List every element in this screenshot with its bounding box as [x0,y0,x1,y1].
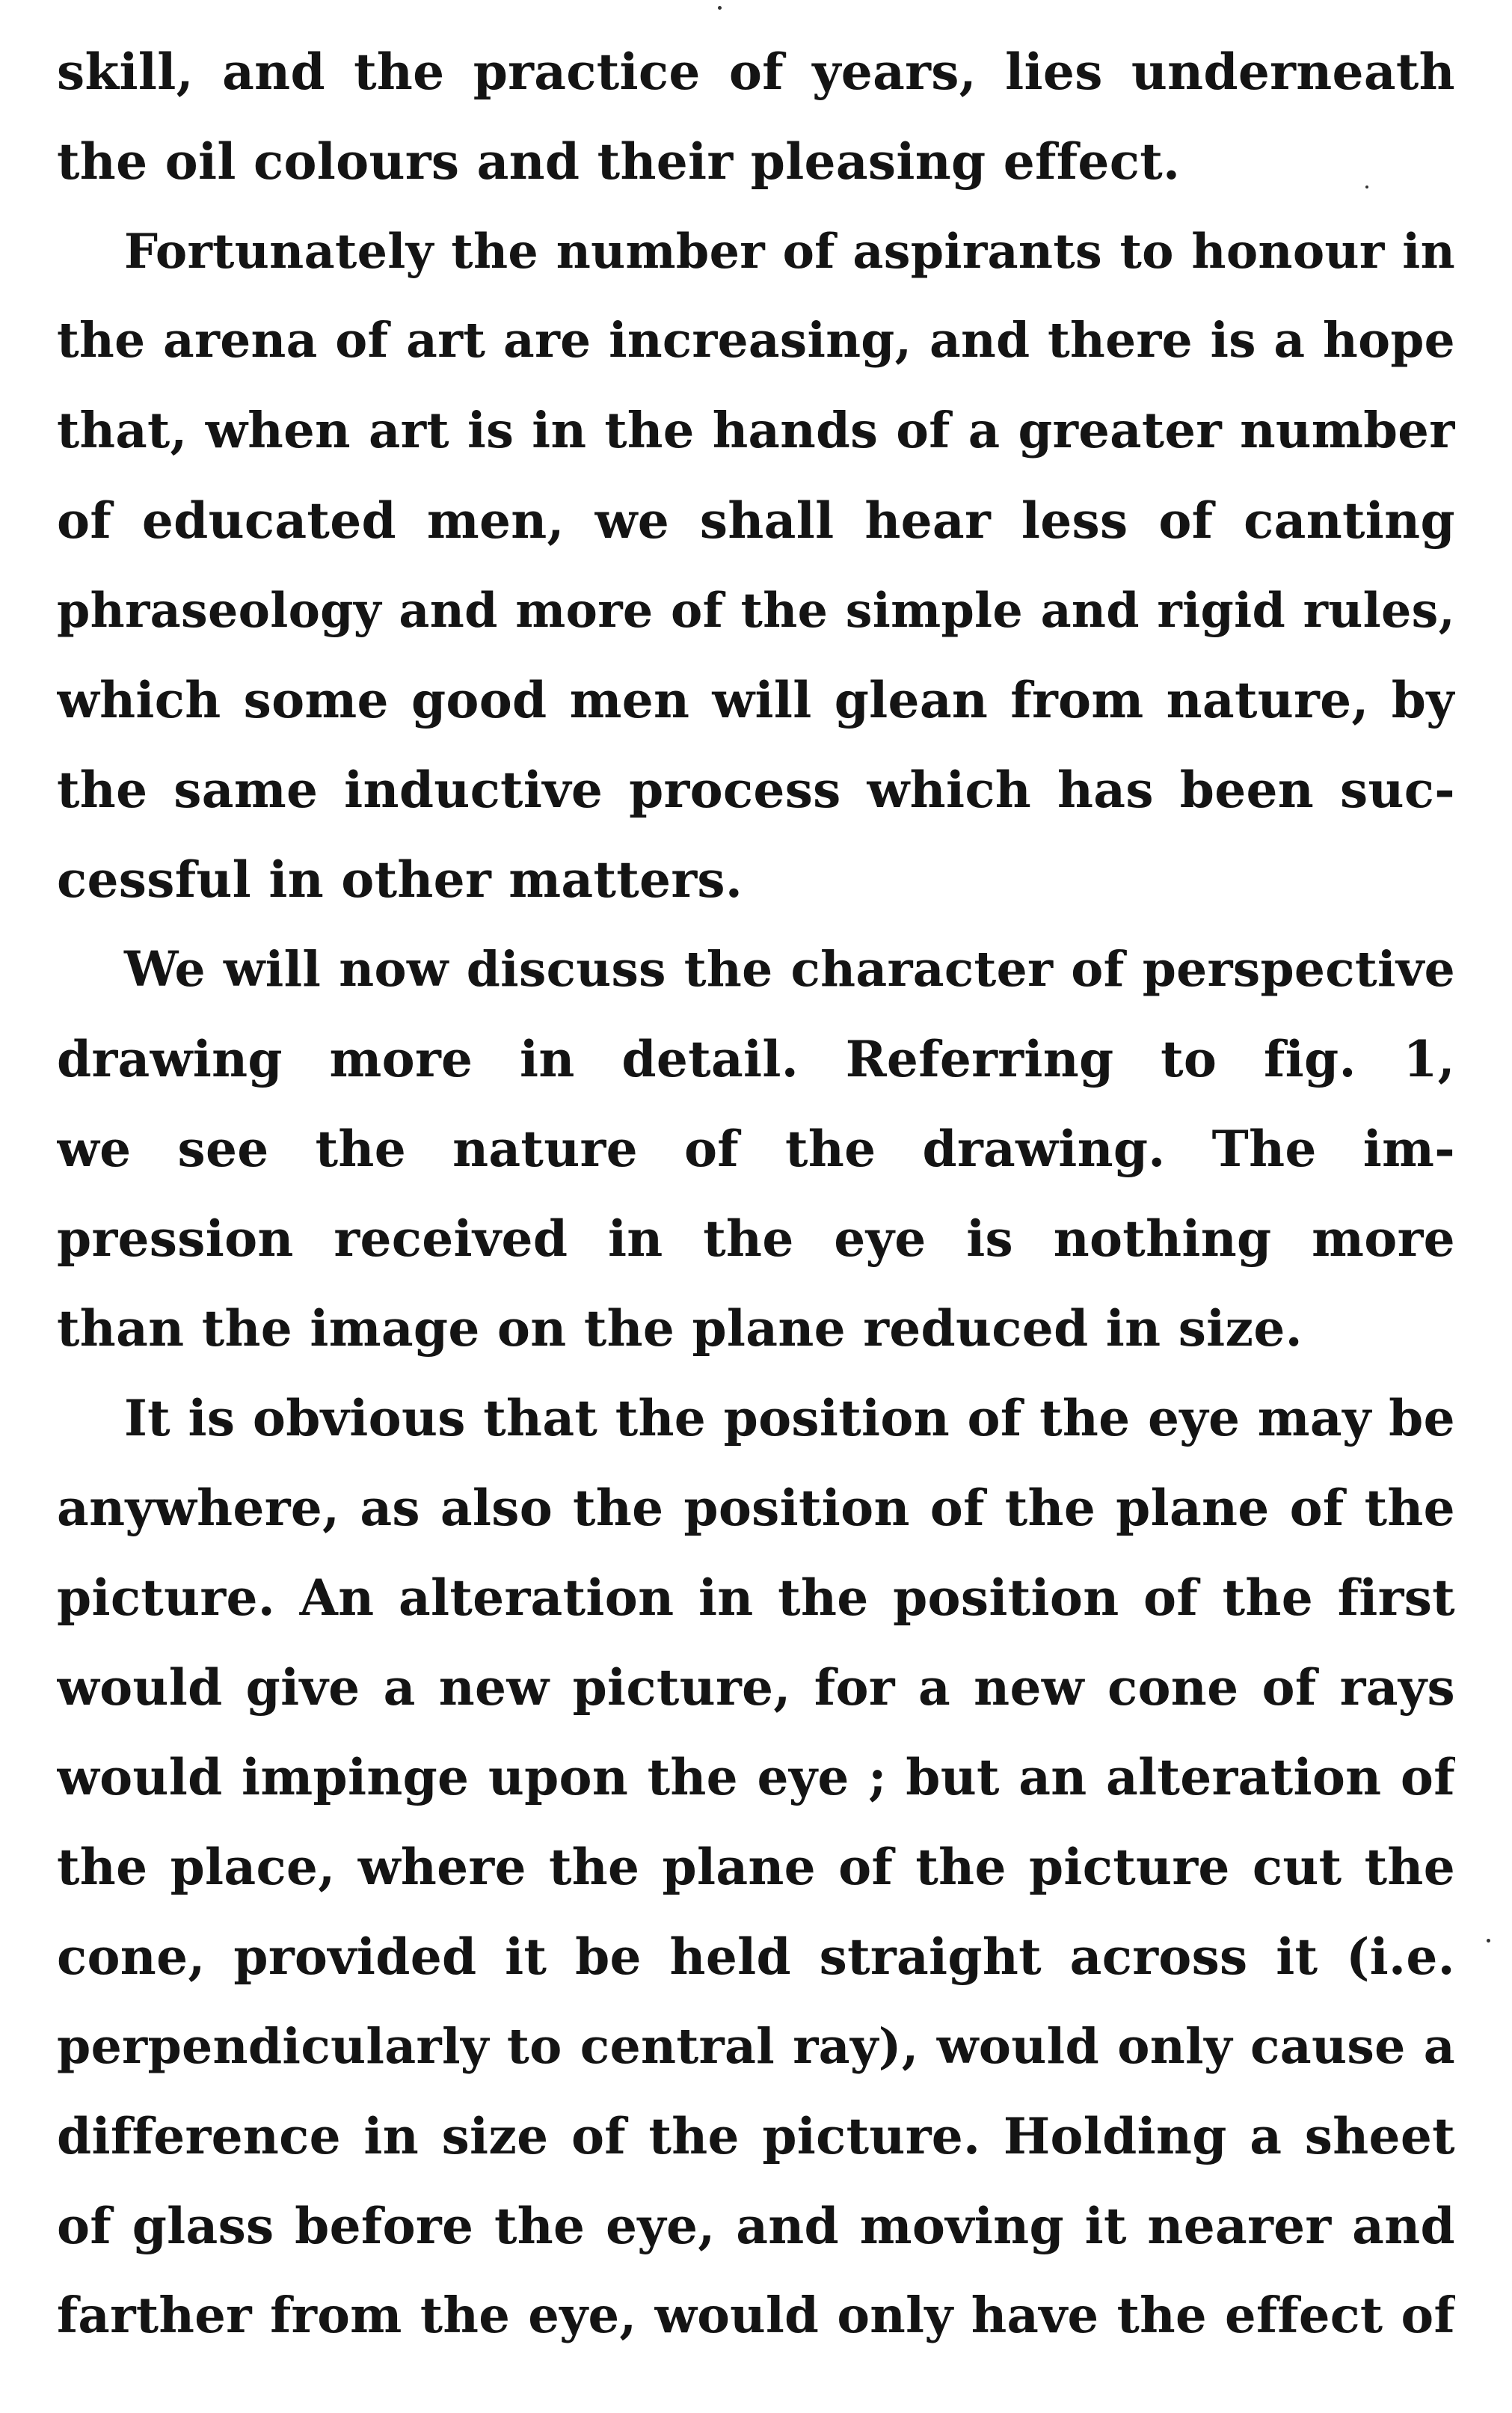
word: provided [233,1928,477,1986]
word: sheet [1304,2107,1455,2165]
word: the [785,1120,876,1178]
word: and [1352,2197,1455,2255]
word: size [441,2107,549,2165]
word: the [1222,1569,1313,1627]
word: nature [452,1120,638,1178]
paragraph-continuation [57,27,1455,206]
word: straight [819,1928,1042,1986]
word: shall [699,491,835,550]
word: the [451,223,539,279]
word: We [124,941,206,998]
word: in [363,2107,420,2165]
word: greater [1018,402,1223,459]
text-line [57,1463,1455,1553]
word: cone, [57,1928,206,1986]
word: have [971,2287,1099,2344]
word: central [580,2018,775,2075]
word: suc- [1340,761,1455,819]
word: that, [57,402,188,459]
word: Fortunately [124,223,434,279]
text-line [57,2002,1455,2091]
word: drawing. [922,1120,1166,1178]
word: be [575,1928,642,1986]
word: number [1240,402,1455,459]
word: in [698,1569,754,1627]
word: Referring [845,1030,1114,1088]
word: ray), [793,2018,919,2075]
word: eye [834,1209,926,1268]
body-text [57,27,1455,2361]
word: men [569,671,690,729]
word: position [683,1479,910,1537]
text-line [57,2091,1455,2181]
word: there [1048,313,1193,369]
word: hands [712,402,879,459]
word: cone [1107,1658,1239,1717]
word: of [571,2107,626,2165]
word: same [173,761,319,819]
word: would [654,2287,820,2344]
word: has [1057,761,1154,819]
word: also [440,1479,553,1537]
word: only [837,2287,953,2344]
word: cause [1250,2018,1406,2075]
word: of [1158,491,1214,550]
word: years, [812,43,977,101]
word: is [966,1209,1014,1268]
word: of [967,1389,1022,1447]
word: across [1069,1928,1248,1986]
word: perspective [1142,941,1455,998]
word: see [177,1120,269,1178]
word: the [1116,2287,1207,2344]
word: of [1261,1658,1317,1717]
word: and [736,2197,840,2255]
word: eye [757,1748,849,1806]
word: nearer [1147,2197,1332,2255]
word: of [57,2197,112,2255]
word: difference [57,2107,341,2165]
text-line [57,206,1455,296]
word: The [1211,1120,1317,1178]
word: rigid [1157,582,1286,638]
word: phraseology [57,582,381,638]
word: detail. [621,1030,799,1088]
word: aspirants [852,223,1102,279]
word: when [205,402,351,459]
word: the [354,43,445,101]
print-speck [1487,1939,1490,1943]
word: would [57,1658,223,1717]
word: of [1400,1748,1455,1806]
word: and [222,43,325,101]
word: art [368,402,449,459]
word: from [270,2287,402,2344]
text-line [57,655,1455,745]
word: to [506,2018,562,2075]
word: pression [57,1209,294,1268]
word: ; [868,1748,887,1806]
text-line [57,2181,1455,2271]
word: the [1364,1479,1455,1537]
word: picture, [572,1658,791,1717]
text-line: the oil colours and their pleasing effect. [57,132,1181,191]
word: where [357,1838,526,1896]
word: cut [1252,1838,1342,1896]
word: good [411,671,547,729]
word: glean [834,671,989,729]
paragraph-discuss [57,925,1455,1373]
word: number [556,223,765,279]
word: it [1276,1928,1318,1986]
word: 1, [1403,1030,1455,1088]
word: to [1161,1030,1217,1088]
word: perpendicularly [57,2018,489,2075]
word: the [57,761,148,819]
word: of [896,402,950,459]
word: will [223,941,322,998]
word: of [728,43,784,101]
word: of [683,1120,739,1178]
word: the [1364,1838,1455,1896]
word: and [399,582,498,638]
text-line: cessful in other matters. [57,850,743,909]
word: give [245,1658,360,1717]
text-line [57,1194,1455,1284]
word: the [648,2107,740,2165]
word: (i.e. [1346,1928,1455,1986]
word: hear [864,491,992,550]
word: in [532,402,587,459]
word: the [315,1120,406,1178]
word: before [295,2197,474,2255]
word: a [1273,313,1306,369]
word: is [1210,313,1256,369]
word: of [838,1838,894,1896]
word: glass [132,2197,274,2255]
word: obvious [252,1389,466,1447]
word: a [968,402,1001,459]
word: the [615,1389,707,1447]
word: the [57,313,146,369]
word: of [671,582,724,638]
word: of [1071,941,1125,998]
text-line [57,1373,1455,1463]
word: the [683,941,773,998]
word: of [1401,2287,1455,2344]
word: effect [1225,2287,1383,2344]
word: may [1257,1389,1371,1447]
word: increasing, [609,313,912,369]
word: upon [488,1748,629,1806]
text-line [57,386,1455,476]
word: of [335,313,389,369]
word: the [647,1748,738,1806]
text-line [57,1732,1455,1822]
word: the [703,1209,794,1268]
word: lies [1005,43,1103,101]
word: that [483,1389,598,1447]
word: plane [662,1838,816,1896]
word: and [929,313,1030,369]
word: im- [1362,1120,1455,1178]
word: it [505,1928,547,1986]
word: plane [1116,1479,1270,1537]
word: received [334,1209,568,1268]
word: it [1084,2197,1127,2255]
word: a [918,1658,951,1717]
word: the [778,1569,869,1627]
word: honour [1191,223,1385,279]
text-line [57,1822,1455,1912]
word: is [467,402,514,459]
word: picture. [762,2107,981,2165]
word: a [1423,2018,1455,2075]
paragraph-fortunately [57,206,1455,925]
word: moving [859,2197,1064,2255]
word: the [57,1838,148,1896]
word: would [57,1748,223,1806]
word: the [573,1479,664,1537]
word: the [915,1838,1007,1896]
word: rules, [1303,582,1455,638]
word: by [1391,671,1455,729]
word: be [1389,1389,1455,1447]
word: character [790,941,1054,998]
word: fig. [1263,1030,1356,1088]
word: of [1143,1569,1199,1627]
word: alteration [398,1569,674,1627]
word: for [814,1658,895,1717]
word: anywhere, [57,1479,340,1537]
text-line [57,1553,1455,1643]
word: are [503,313,591,369]
word: held [669,1928,791,1986]
word: picture. [57,1569,276,1627]
text-line [57,2271,1455,2361]
word: will [712,671,812,729]
text-line: than the image on the plane reduced in size. [57,1299,1303,1358]
word: of [1289,1479,1344,1537]
word: inductive [344,761,603,819]
word: some [243,671,389,729]
word: educated [141,491,396,550]
word: of [929,1479,985,1537]
word: underneath [1131,43,1455,101]
word: we [594,491,670,550]
word: nothing [1053,1209,1272,1268]
word: hope [1323,313,1455,369]
word: eye, [606,2197,716,2255]
word: arena [163,313,318,369]
text-line [57,925,1455,1014]
word: in [1402,223,1455,279]
word: place, [170,1838,336,1896]
word: rays [1339,1658,1455,1717]
word: skill, [57,43,194,101]
word: An [299,1569,375,1627]
text-line [57,27,1455,117]
word: position [723,1389,950,1447]
word: we [57,1120,132,1178]
word: as [360,1479,420,1537]
word: art [406,313,486,369]
word: a [383,1658,416,1717]
word: eye, [528,2287,637,2344]
word: drawing [57,1030,283,1088]
word: would [936,2018,1100,2075]
word: only [1117,2018,1232,2075]
word: nature, [1166,671,1369,729]
word: to [1119,223,1174,279]
word: picture [1028,1838,1230,1896]
word: which [867,761,1032,819]
word: of [782,223,835,279]
word: and [1040,582,1140,638]
paragraph-obvious [57,1373,1455,2361]
word: Holding [1003,2107,1227,2165]
word: the [494,2197,586,2255]
word: an [1018,1748,1087,1806]
text-line [57,1014,1455,1104]
word: It [124,1389,170,1447]
word: farther [57,2287,252,2344]
word: in [520,1030,575,1088]
text-line [57,1104,1455,1194]
word: process [629,761,841,819]
word: in [607,1209,663,1268]
word: first [1337,1569,1455,1627]
word: eye [1148,1389,1241,1447]
word: new [974,1658,1084,1717]
word: impinge [242,1748,470,1806]
word: new [438,1658,550,1717]
word: been [1179,761,1315,819]
word: discuss [466,941,666,998]
text-line [57,1643,1455,1732]
word: men, [426,491,565,550]
text-line [57,565,1455,655]
word: the [420,2287,511,2344]
text-line [57,296,1455,386]
word: from [1010,671,1144,729]
word: the [604,402,695,459]
word: now [339,941,449,998]
word: position [893,1569,1119,1627]
word: the [1039,1389,1131,1447]
text-line [57,745,1455,835]
word: more [515,582,654,638]
word: less [1021,491,1128,550]
word: simple [845,582,1024,638]
word: the [548,1838,640,1896]
word: practice [473,43,701,101]
word: a [1250,2107,1282,2165]
word: is [188,1389,236,1447]
word: but [906,1748,1000,1806]
word: canting [1244,491,1455,550]
word: more [1312,1209,1455,1268]
print-speck [718,6,722,10]
word: which [57,671,221,729]
word: alteration [1106,1748,1382,1806]
word: more [329,1030,473,1088]
word: the [740,582,829,638]
word: the [1004,1479,1096,1537]
text-line [57,1912,1455,2002]
word: of [57,491,112,550]
text-line [57,476,1455,565]
